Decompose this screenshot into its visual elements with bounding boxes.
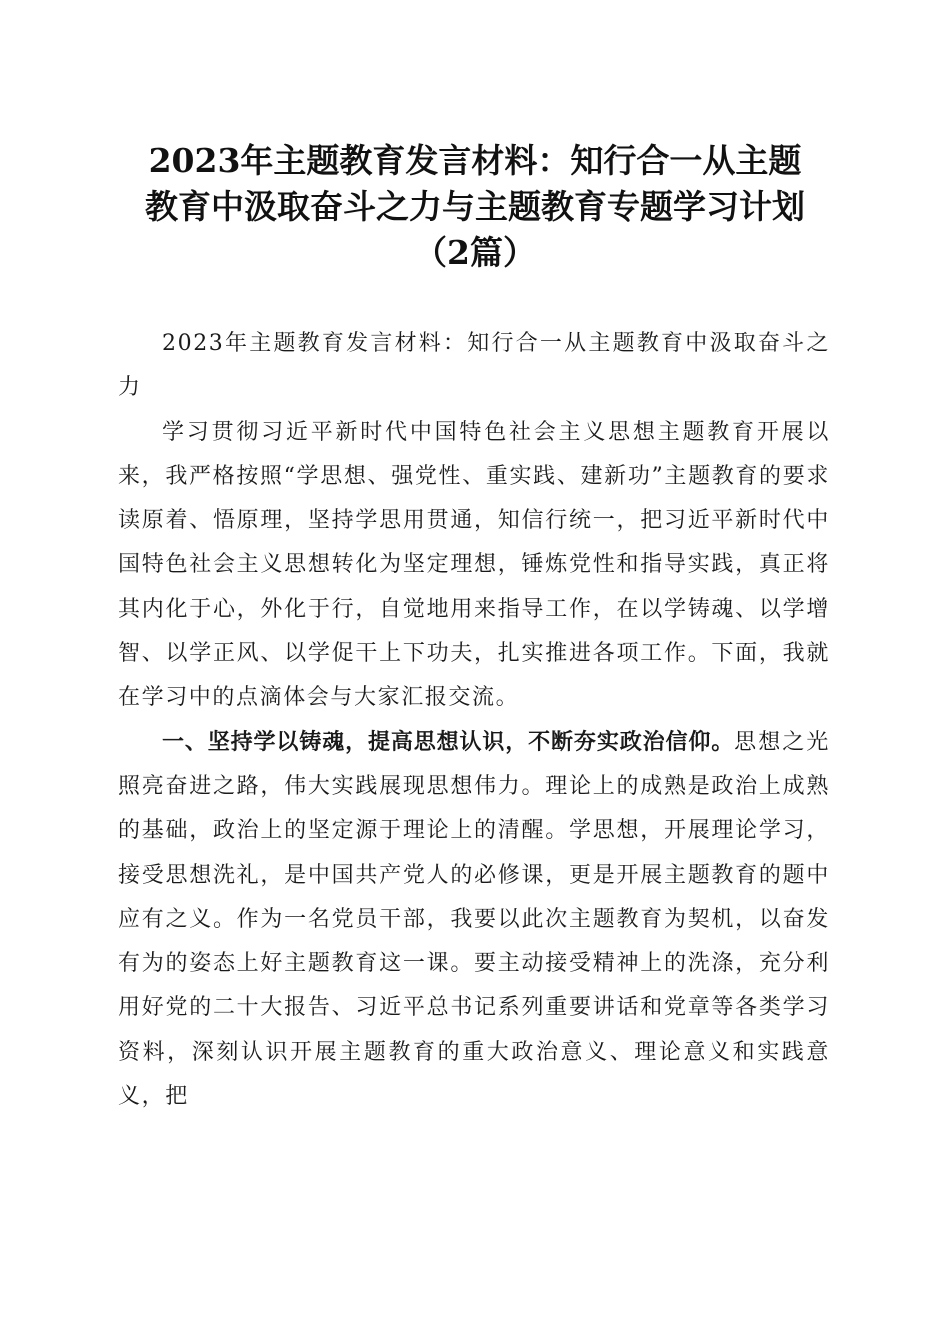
section-1-text: 思想之光照亮奋进之路，伟大实践展现思想伟力。理论上的成熟是政治上成熟的基础，政治上的坚定源于理论上的清醒。学思想，开展理论学习，接受思想洗礼，是中国共产党人的必修课，更是开展主题教育的题中应有之义。作为一名党员干部，我要以此次主题教育为契机，以奋发有为的姿态上好主题教育这一课。要主动接受精神上的洗涤，充分利用好党的二十大报告、习近平总书记系列重要讲话和党章等各类学习资料，深刻认识开展主题教育的重大政治意义、理论意义和实践意义，把	[118, 729, 830, 1110]
section-1-paragraph	[118, 721, 830, 1120]
subtitle-paragraph: 2023年主题教育发言材料：知行合一从主题教育中汲取奋斗之力	[118, 331, 830, 401]
intro-paragraph: 学习贯彻习近平新时代中国特色社会主义思想主题教育开展以来，我严格按照“学思想、强党性、重实践、建新功”主题教育的要求读原着、悟原理，坚持学思用贯通，知信行统一，把习近平新时代中国特色社会主义思想转化为坚定理想，锤炼党性和指导实践，真正将其内化于心，外化于行，自觉地用来指导工作，在以学铸魂、以学增智、以学正风、以学促干上下功夫，扎实推进各项工作。下面，我就在学习中的点滴体会与大家汇报交流。	[118, 419, 830, 711]
title-line-1: 2023年主题教育发言材料：知行合一从主题	[148, 141, 802, 180]
document-title	[100, 138, 850, 276]
title-line-2: 教育中汲取奋斗之力与主题教育专题学习计划	[145, 187, 805, 226]
document-body	[118, 322, 830, 1119]
title-line-3: （2篇）	[414, 233, 536, 272]
section-1-heading: 一、坚持学以铸魂，提高思想认识，不断夯实政治信仰。	[162, 729, 735, 755]
